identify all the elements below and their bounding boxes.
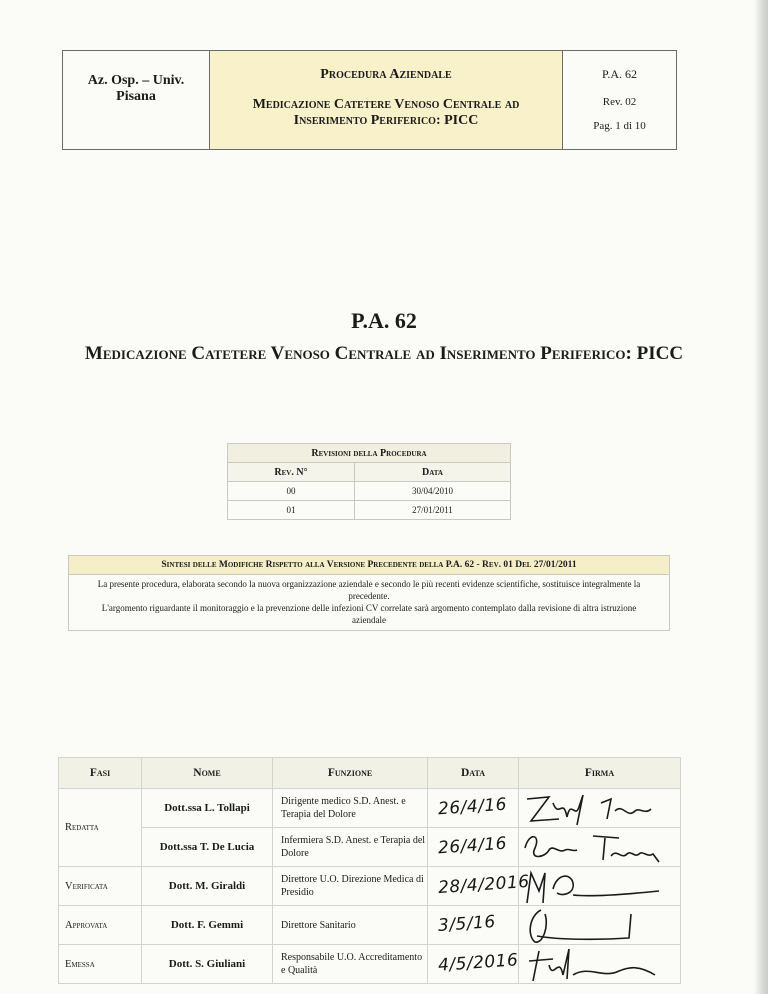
signature [519, 945, 681, 984]
revisions-col-rev: Rev. N° [228, 463, 355, 482]
table-row [59, 945, 681, 984]
phase-label: Emessa [59, 945, 142, 984]
revision-date: 27/01/2011 [354, 501, 510, 520]
col-firma: Firma [519, 758, 681, 789]
signatures-table [58, 757, 681, 984]
document-title: Medicazione Catetere Venoso Centrale ad Inserimento Periferico: PICC [84, 343, 684, 364]
revisions-table [227, 443, 511, 520]
signature-scribble-icon [519, 945, 669, 985]
handwritten-date: 4/5/2016 [437, 950, 519, 976]
summary-heading: Sintesi delle Modifiche Rispetto alla Versione Precedente della P.A. 62 - Rev. 01 Del 27/01/2011 [69, 556, 669, 575]
signer-name: Dott.ssa L. Tollapi [142, 789, 273, 828]
handwritten-date: 28/4/2016 [437, 871, 531, 899]
signer-role: Infermiera S.D. Anest. e Terapia del Dolore [273, 828, 428, 867]
header-revision: Rev. 02 [602, 96, 637, 108]
handwritten-date: 3/5/16 [437, 912, 497, 936]
changes-summary [68, 555, 670, 631]
header-table [62, 50, 677, 150]
signer-role: Responsabile U.O. Accreditamento e Qualità [273, 945, 428, 984]
summary-line-2: L'argomento riguardante il monitoraggio e la prevenzione delle infezioni CV correlate sarà argomento contemplato dalla revisione di altra istruzione aziendale [101, 603, 637, 625]
signer-name: Dott. F. Gemmi [142, 906, 273, 945]
signature [519, 789, 681, 828]
signer-name: Dott.ssa T. De Lucia [142, 828, 273, 867]
header-meta [563, 51, 676, 149]
phase-label: Redatta [59, 789, 142, 867]
col-fasi: Fasi [59, 758, 142, 789]
signature-scribble-icon [519, 867, 669, 907]
signature-scribble-icon [519, 789, 669, 829]
table-row [228, 482, 511, 501]
summary-body [69, 575, 669, 630]
signer-name: Dott. S. Giuliani [142, 945, 273, 984]
procedure-title: Medicazione Catetere Venoso Centrale ad Inserimento Periferico: PICC [252, 97, 520, 128]
revisions-heading: Revisioni della Procedura [228, 444, 511, 463]
signature [519, 906, 681, 945]
org-line-2: Pisana [116, 89, 156, 104]
revision-number: 01 [228, 501, 355, 520]
table-row [59, 789, 681, 828]
document-code: P.A. 62 [351, 308, 417, 333]
table-row [59, 906, 681, 945]
procedure-label: Procedura Aziendale [320, 67, 452, 82]
header-organization [63, 51, 210, 149]
signer-role: Direttore U.O. Direzione Medica di Presidio [273, 867, 428, 906]
summary-line-1: La presente procedura, elaborata secondo la nuova organizzazione aziendale e secondo le più recenti evidenze scientifiche, sostituisce integralmente la precedente. [97, 579, 641, 601]
signature-scribble-icon [519, 828, 669, 868]
col-data: Data [428, 758, 519, 789]
table-row [228, 501, 511, 520]
phase-label: Verificata [59, 867, 142, 906]
handwritten-date: 26/4/16 [437, 833, 508, 859]
phase-label: Approvata [59, 906, 142, 945]
revision-number: 00 [228, 482, 355, 501]
header-page-number: Pag. 1 di 10 [593, 120, 646, 132]
revision-date: 30/04/2010 [354, 482, 510, 501]
col-funzione: Funzione [273, 758, 428, 789]
table-row [59, 828, 681, 867]
signature-scribble-icon [519, 906, 669, 946]
table-row [59, 867, 681, 906]
signer-name: Dott. M. Giraldi [142, 867, 273, 906]
signer-role: Dirigente medico S.D. Anest. e Terapia del Dolore [273, 789, 428, 828]
handwritten-date: 26/4/16 [437, 794, 508, 820]
header-procedure [210, 51, 563, 149]
signature [519, 867, 681, 906]
page-edge [754, 0, 768, 994]
signer-role: Direttore Sanitario [273, 906, 428, 945]
org-line-1: Az. Osp. – Univ. [87, 73, 185, 88]
header-code: P.A. 62 [601, 67, 637, 81]
col-nome: Nome [142, 758, 273, 789]
revisions-col-date: Data [354, 463, 510, 482]
signature [519, 828, 681, 867]
